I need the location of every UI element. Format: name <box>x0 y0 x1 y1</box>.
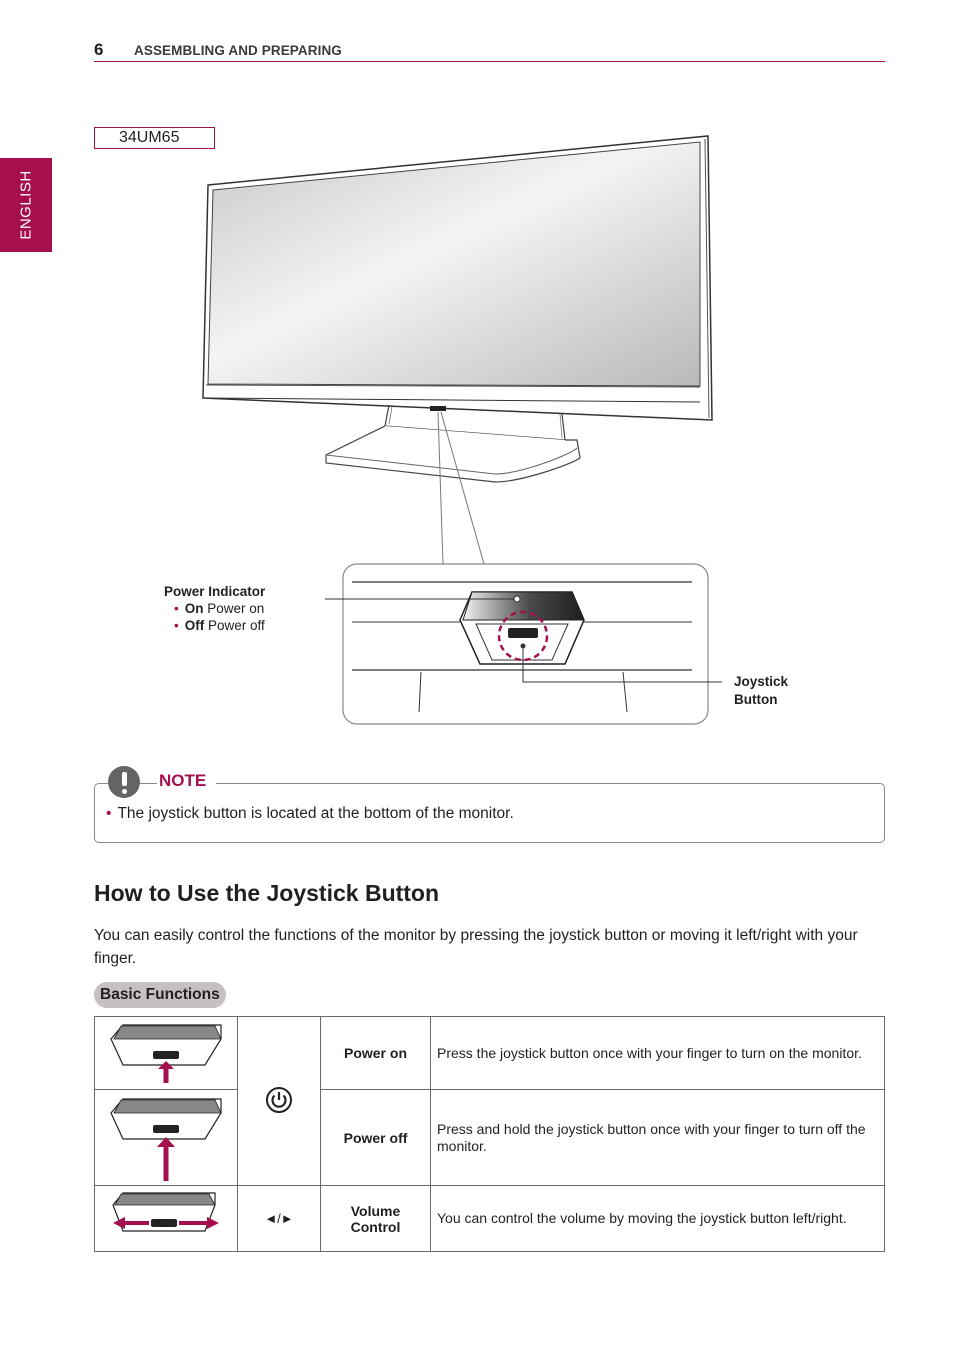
model-label: 34UM65 <box>94 127 215 149</box>
function-description: Press the joystick button once with your finger to turn on the monitor. <box>431 1017 885 1090</box>
function-description: Press and hold the joystick button once with your finger to turn off the monitor. <box>431 1090 885 1186</box>
power-symbol-cell <box>238 1017 321 1186</box>
table-row <box>95 1017 885 1090</box>
section-header: ASSEMBLING AND PREPARING <box>134 43 342 58</box>
function-name: Volume Control <box>321 1186 431 1252</box>
power-indicator-title: Power Indicator <box>164 584 266 599</box>
language-label: ENGLISH <box>17 170 35 240</box>
monitor-indicator <box>430 406 446 411</box>
power-icon <box>266 1087 292 1113</box>
intro-paragraph: You can easily control the functions of the monitor by pressing the joystick button or moving it left/right with your finger. <box>94 927 858 967</box>
note-text: • The joystick button is located at the bottom of the monitor. <box>106 805 514 822</box>
volume-arrows-symbol: ◄/► <box>238 1186 321 1252</box>
table-row <box>95 1090 885 1186</box>
table-row <box>95 1186 885 1252</box>
page-number: 6 <box>94 40 104 59</box>
basic-functions-heading: Basic Functions <box>94 982 226 1008</box>
joystick-button-callout: Joystick Button <box>734 674 789 707</box>
exclamation-icon <box>108 766 140 798</box>
power-indicator-on: • On Power on <box>174 601 265 616</box>
joystick-move-illustration <box>95 1186 238 1252</box>
note-label: NOTE <box>157 771 216 791</box>
power-indicator-callout <box>164 584 265 633</box>
section-title: How to Use the Joystick Button <box>94 880 440 906</box>
power-indicator-off: • Off Power off <box>174 618 265 633</box>
function-description: You can control the volume by moving the joystick button left/right. <box>431 1186 885 1252</box>
joystick-press-illustration <box>95 1017 238 1090</box>
joystick-button <box>508 628 538 638</box>
function-name: Power off <box>321 1090 431 1186</box>
function-name: Power on <box>321 1017 431 1090</box>
joystick-press-hold-illustration <box>95 1090 238 1186</box>
functions-table <box>94 1016 885 1252</box>
